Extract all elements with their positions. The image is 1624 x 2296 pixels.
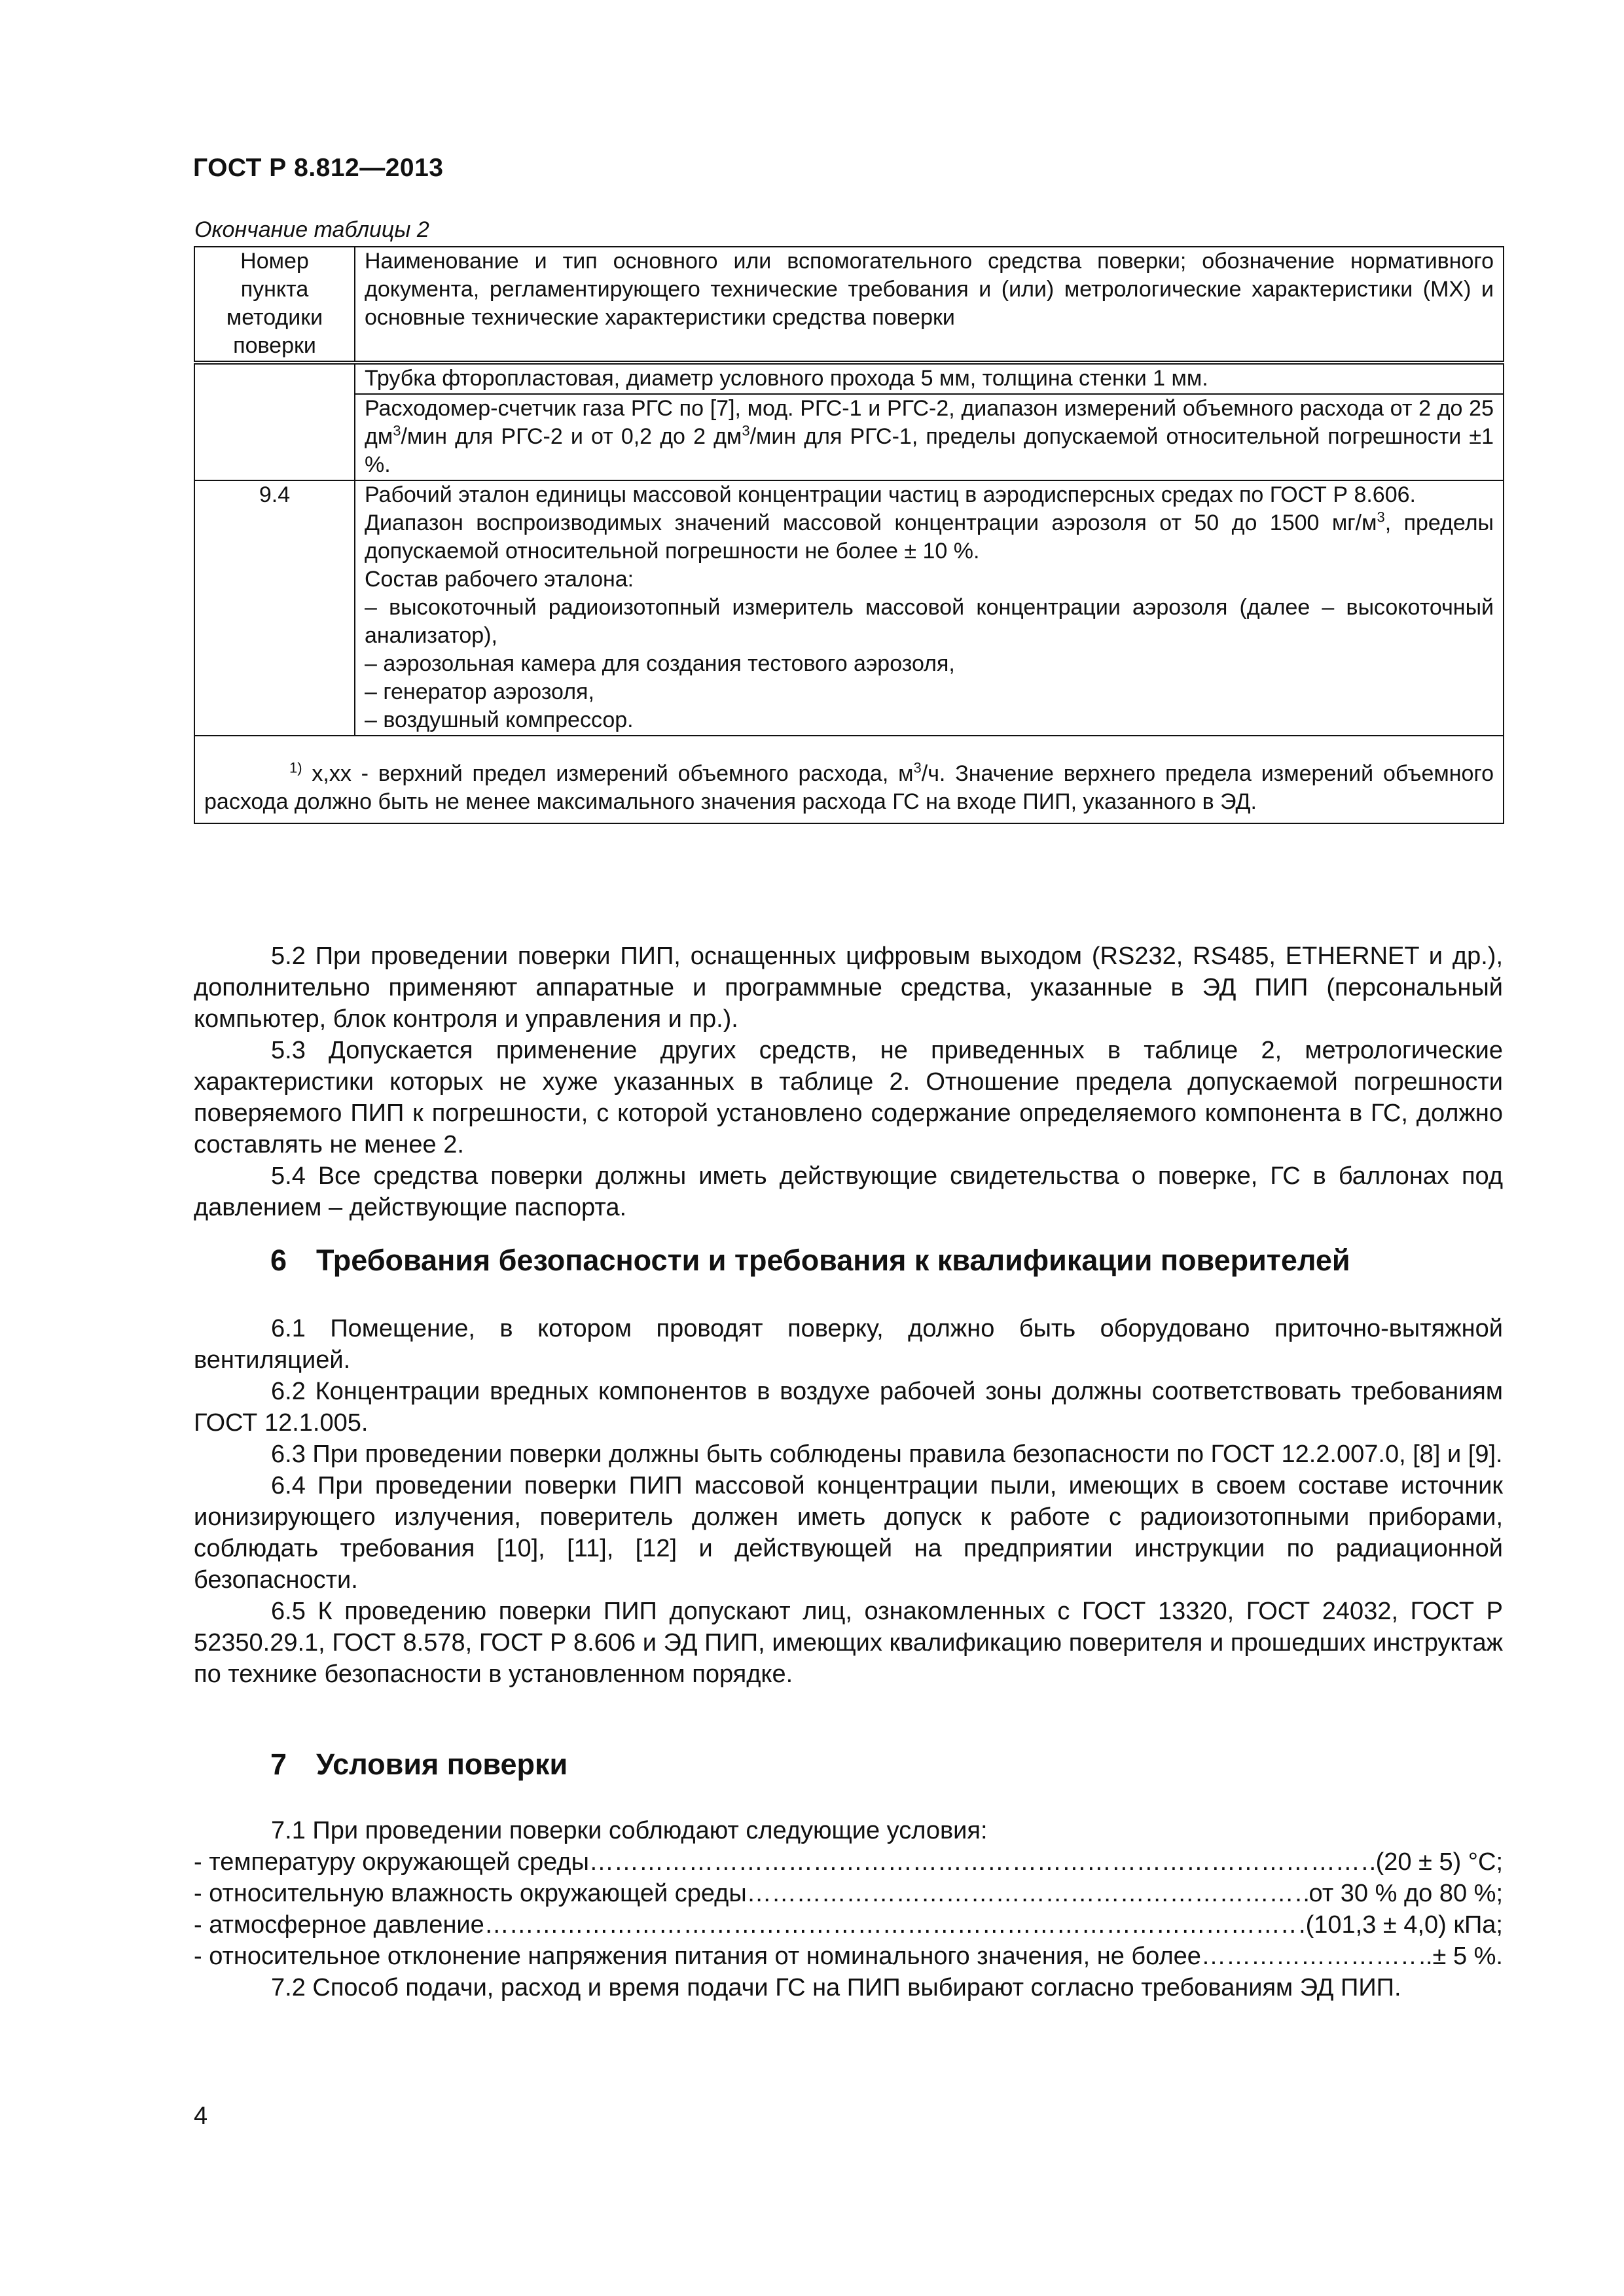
section-6-text <box>194 1313 1503 1690</box>
paragraph-6-5: 6.5 К проведению поверки ПИП допускают лиц, ознакомленных с ГОСТ 13320, ГОСТ 24032, ГОСТ Р 52350.29.1, ГОСТ 8.578, ГОСТ Р 8.606 и ЭД ПИП, имеющих квалификацию поверителя и прошедших инструктаж по технике безопасности в установленном порядке. <box>194 1598 1503 1688</box>
verification-means-table <box>194 246 1504 824</box>
page-number: 4 <box>194 2102 208 2130</box>
table-cell-standard <box>355 480 1504 736</box>
list-item: – воздушный компрессор. <box>365 708 634 732</box>
column-header-description: Наименование и тип основного или вспомогательного средства поверки; обозначение нормативного документа, регламентирующего технические требования и (или) метрологические характеристики (МХ) и основные технические характеристики средства поверки <box>355 247 1504 363</box>
table-row <box>194 394 1504 480</box>
document-header: ГОСТ Р 8.812—2013 <box>193 154 444 182</box>
section-7-text <box>194 1815 1503 2003</box>
table-row <box>194 480 1504 736</box>
table-footnote-row <box>194 736 1504 823</box>
table-row <box>194 363 1504 394</box>
table-header-row <box>194 247 1504 363</box>
column-header-item-number: Номер пункта методики поверки <box>194 247 355 363</box>
table-cell-tube: Трубка фторопластовая, диаметр условного прохода 5 мм, толщина стенки 1 мм. <box>355 363 1504 394</box>
paragraph-5-4: 5.4 Все средства поверки должны иметь действующие свидетельства о поверке, ГС в баллонах под давлением – действующие паспорта. <box>194 1162 1503 1221</box>
table-caption: Окончание таблицы 2 <box>194 217 429 242</box>
section-6-heading: 6 Требования безопасности и требования к квалификации поверителей <box>270 1244 1350 1277</box>
list-item: – генератор аэрозоля, <box>365 679 594 704</box>
list-item: – высокоточный радиоизотопный измеритель массовой концентрации аэрозоля (далее – высокоточный анализатор), <box>365 595 1494 648</box>
paragraph-7-1: 7.1 При проведении поверки соблюдают следующие условия: <box>271 1817 988 1844</box>
paragraph-5-2: 5.2 При проведении поверки ПИП, оснащенных цифровым выходом (RS232, RS485, ETHERNET и др.), дополнительно применяют аппаратные и программные средства, указанные в ЭД ПИП (персональный компьютер, блок контроля и управления и пр.). <box>194 942 1503 1033</box>
paragraph-6-4: 6.4 При проведении поверки ПИП массовой концентрации пыли, имеющих в своем составе источник ионизирующего излучения, поверитель должен иметь допуск к работе с радиоизотопными приборами, соблюдать требования [10], [11], [12] и действующей на предприятии инструкции по радиационной безопасности. <box>194 1472 1503 1594</box>
condition-temperature: - температуру окружающей среды …………………………………………………………………………………………………………………………………………………………………… (20 ± 5) °С; <box>194 1846 1503 1878</box>
paragraph-6-2: 6.2 Концентрации вредных компонентов в воздухе рабочей зоны должны соответствовать требованиям ГОСТ 12.1.005. <box>194 1378 1503 1437</box>
paragraph-6-1: 6.1 Помещение, в котором проводят поверку, должно быть оборудовано приточно-вытяжной вентиляцией. <box>194 1315 1503 1374</box>
list-item: – аэрозольная камера для создания тестового аэрозоля, <box>365 651 955 676</box>
standard-composition-label: Состав рабочего эталона: <box>365 567 634 592</box>
condition-voltage: - относительное отклонение напряжения питания от номинального значения, не более …………………………………………………………………………………………………………………………………………………………………… ..± 5 %. <box>194 1941 1503 1972</box>
table-cell-item-number: 9.4 <box>194 480 355 736</box>
paragraph-7-2: 7.2 Способ подачи, расход и время подачи ГС на ПИП выбирают согласно требованиям ЭД ПИП. <box>271 1974 1401 2001</box>
section-5-text <box>194 941 1503 1223</box>
paragraph-5-3: 5.3 Допускается применение других средств, не приведенных в таблице 2, метрологические характеристики которых не хуже указанных в таблице 2. Отношение предела допускаемой погрешности поверяемого ПИП к погрешности, с которой установлено содержание определяемого компонента в ГС, должно составлять не менее 2. <box>194 1037 1503 1158</box>
table-footnote: $^{1)}$ x,xx - верхний предел измерений объемного расхода, $м^3/ч$. Значение верхнего предела измерений объемного расхода должно быть не менее максимального значения расхода ГС на входе ПИП, указанного в ЭД. <box>194 736 1504 823</box>
standard-range: Диапазон воспроизводимых значений массовой концентрации аэрозоля от 50 до 1500 $мг/м^3$, пределы допускаемой относительной погрешности не более ± 10 %. <box>365 509 1494 564</box>
paragraph-6-3: 6.3 При проведении поверки должны быть соблюдены правила безопасности по ГОСТ 12.2.007.0, [8] и [9]. <box>271 1441 1503 1468</box>
table-cell-flowmeter: Расходомер-счетчик газа РГС по [7], мод. РГС-1 и РГС-2, диапазон измерений объемного расхода от 2 до 25 $дм^3$/мин для РГС-2 и от 0,2 до 2 $дм^3$/мин для РГС-1, пределы допускаемой относительной погрешности ±1 %. <box>355 394 1504 480</box>
table-cell-empty <box>194 363 355 480</box>
condition-humidity: - относительную влажность окружающей среды …………………………………………………………………………………………………………………………………………………………………… от 30 % до 80 %; <box>194 1878 1503 1909</box>
section-7-heading: 7 Условия поверки <box>270 1748 568 1781</box>
standard-description: Рабочий эталон единицы массовой концентрации частиц в аэродисперсных средах по ГОСТ Р 8.606. <box>365 482 1416 507</box>
condition-pressure: - атмосферное давление …………………………………………………………………………………………………………………………………………………………………… .(101,3 ± 4,0) кПа; <box>194 1909 1503 1941</box>
